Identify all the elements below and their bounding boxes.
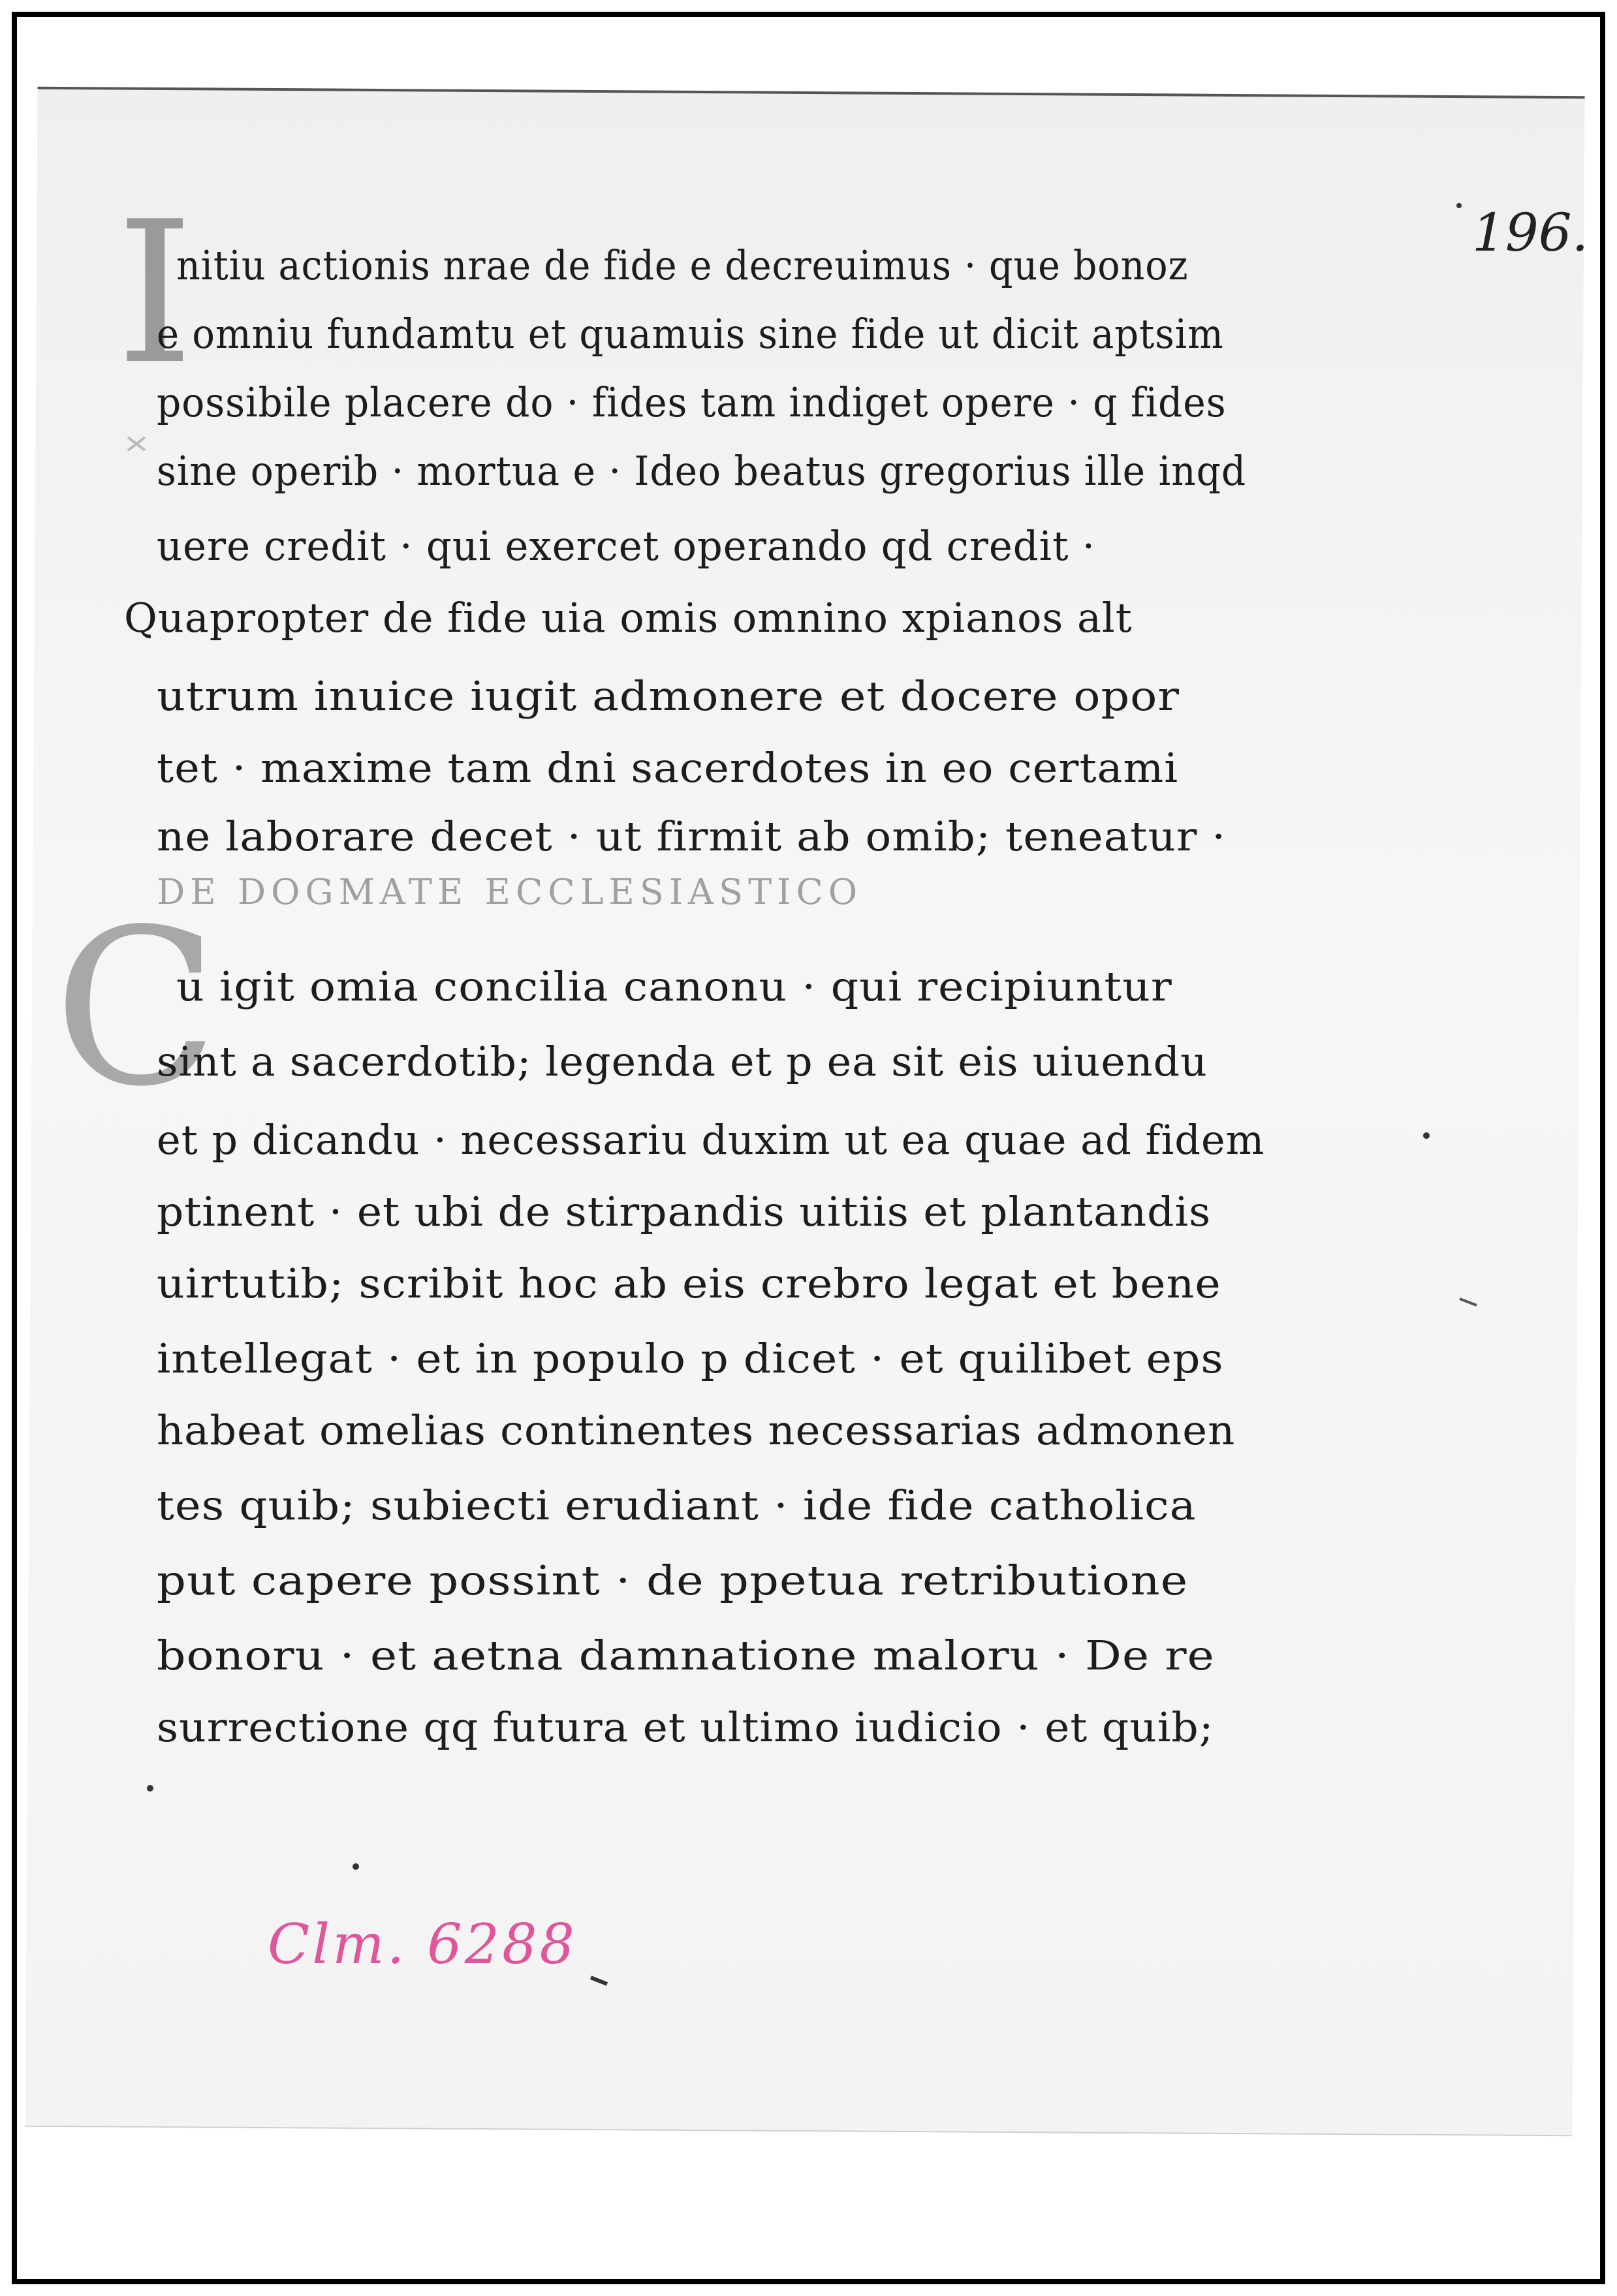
text-line-16: habeat omelias continentes necessarias admonen — [157, 1406, 1236, 1454]
text-line-11: sint a sacerdotib; legenda et p ea sit eis uiuendu — [157, 1038, 1208, 1085]
text-line-8: tet · maxime tam dni sacerdotes in eo certami — [157, 744, 1179, 792]
decorated-initial-c: C — [54, 883, 219, 1134]
text-line-10: u igit omia concilia canonu · qui recipiuntur — [176, 963, 1172, 1010]
text-line-12: et p dicandu · necessariu duxim ut ea quae ad fidem — [157, 1116, 1265, 1164]
text-line-19: bonoru · et aetna damnatione maloru · De re — [157, 1632, 1215, 1679]
text-line-4: sine operib · mortua e · Ideo beatus gregorius ille inqd — [157, 447, 1247, 495]
margin-stroke — [591, 1978, 607, 1984]
text-line-1: nitiu actionis nrae de fide e decreuimus · que bonoz — [176, 241, 1189, 289]
margin-stroke — [1460, 1299, 1477, 1305]
folio-number: 196. — [1472, 202, 1589, 263]
text-line-3: possibile placere do · fides tam indiget opere · q fides — [157, 379, 1227, 426]
text-line-9: ne laborare decet · ut firmit ab omib; teneatur · — [157, 813, 1227, 860]
shelfmark-stamp: Clm. 6288 — [268, 1912, 577, 1976]
text-line-2: e omniu fundamtu et quamuis sine fide ut dicit aptsim — [157, 310, 1224, 358]
margin-dot — [1423, 1132, 1430, 1139]
decorated-initial-i: I — [116, 179, 194, 407]
text-line-7: utrum inuice iugit admonere et docere opor — [157, 672, 1180, 720]
text-line-6: Quapropter de fide uia omis omnino xpianos alt — [124, 594, 1133, 642]
margin-cross-mark — [128, 437, 145, 450]
margin-dot — [147, 1785, 153, 1792]
text-line-14: uirtutib; scribit hoc ab eis crebro legat et bene — [157, 1260, 1221, 1307]
margin-dot — [353, 1863, 359, 1870]
text-line-17: tes quib; subiecti erudiant · ide fide catholica — [157, 1482, 1197, 1529]
text-line-15: intellegat · et in populo p dicet · et quilibet eps — [157, 1335, 1224, 1382]
text-line-5: uere credit · qui exercet operando qd credit · — [157, 522, 1096, 570]
rubric-heading: DE DOGMATE ECCLESIASTICO — [157, 871, 863, 912]
text-line-18: put capere possint · de ppetua retributione — [157, 1557, 1189, 1604]
text-line-13: ptinent · et ubi de stirpandis uitiis et plantandis — [157, 1188, 1212, 1235]
margin-dot — [1456, 203, 1462, 208]
text-line-20: surrectione qq futura et ultimo iudicio · et quib; — [157, 1703, 1214, 1751]
